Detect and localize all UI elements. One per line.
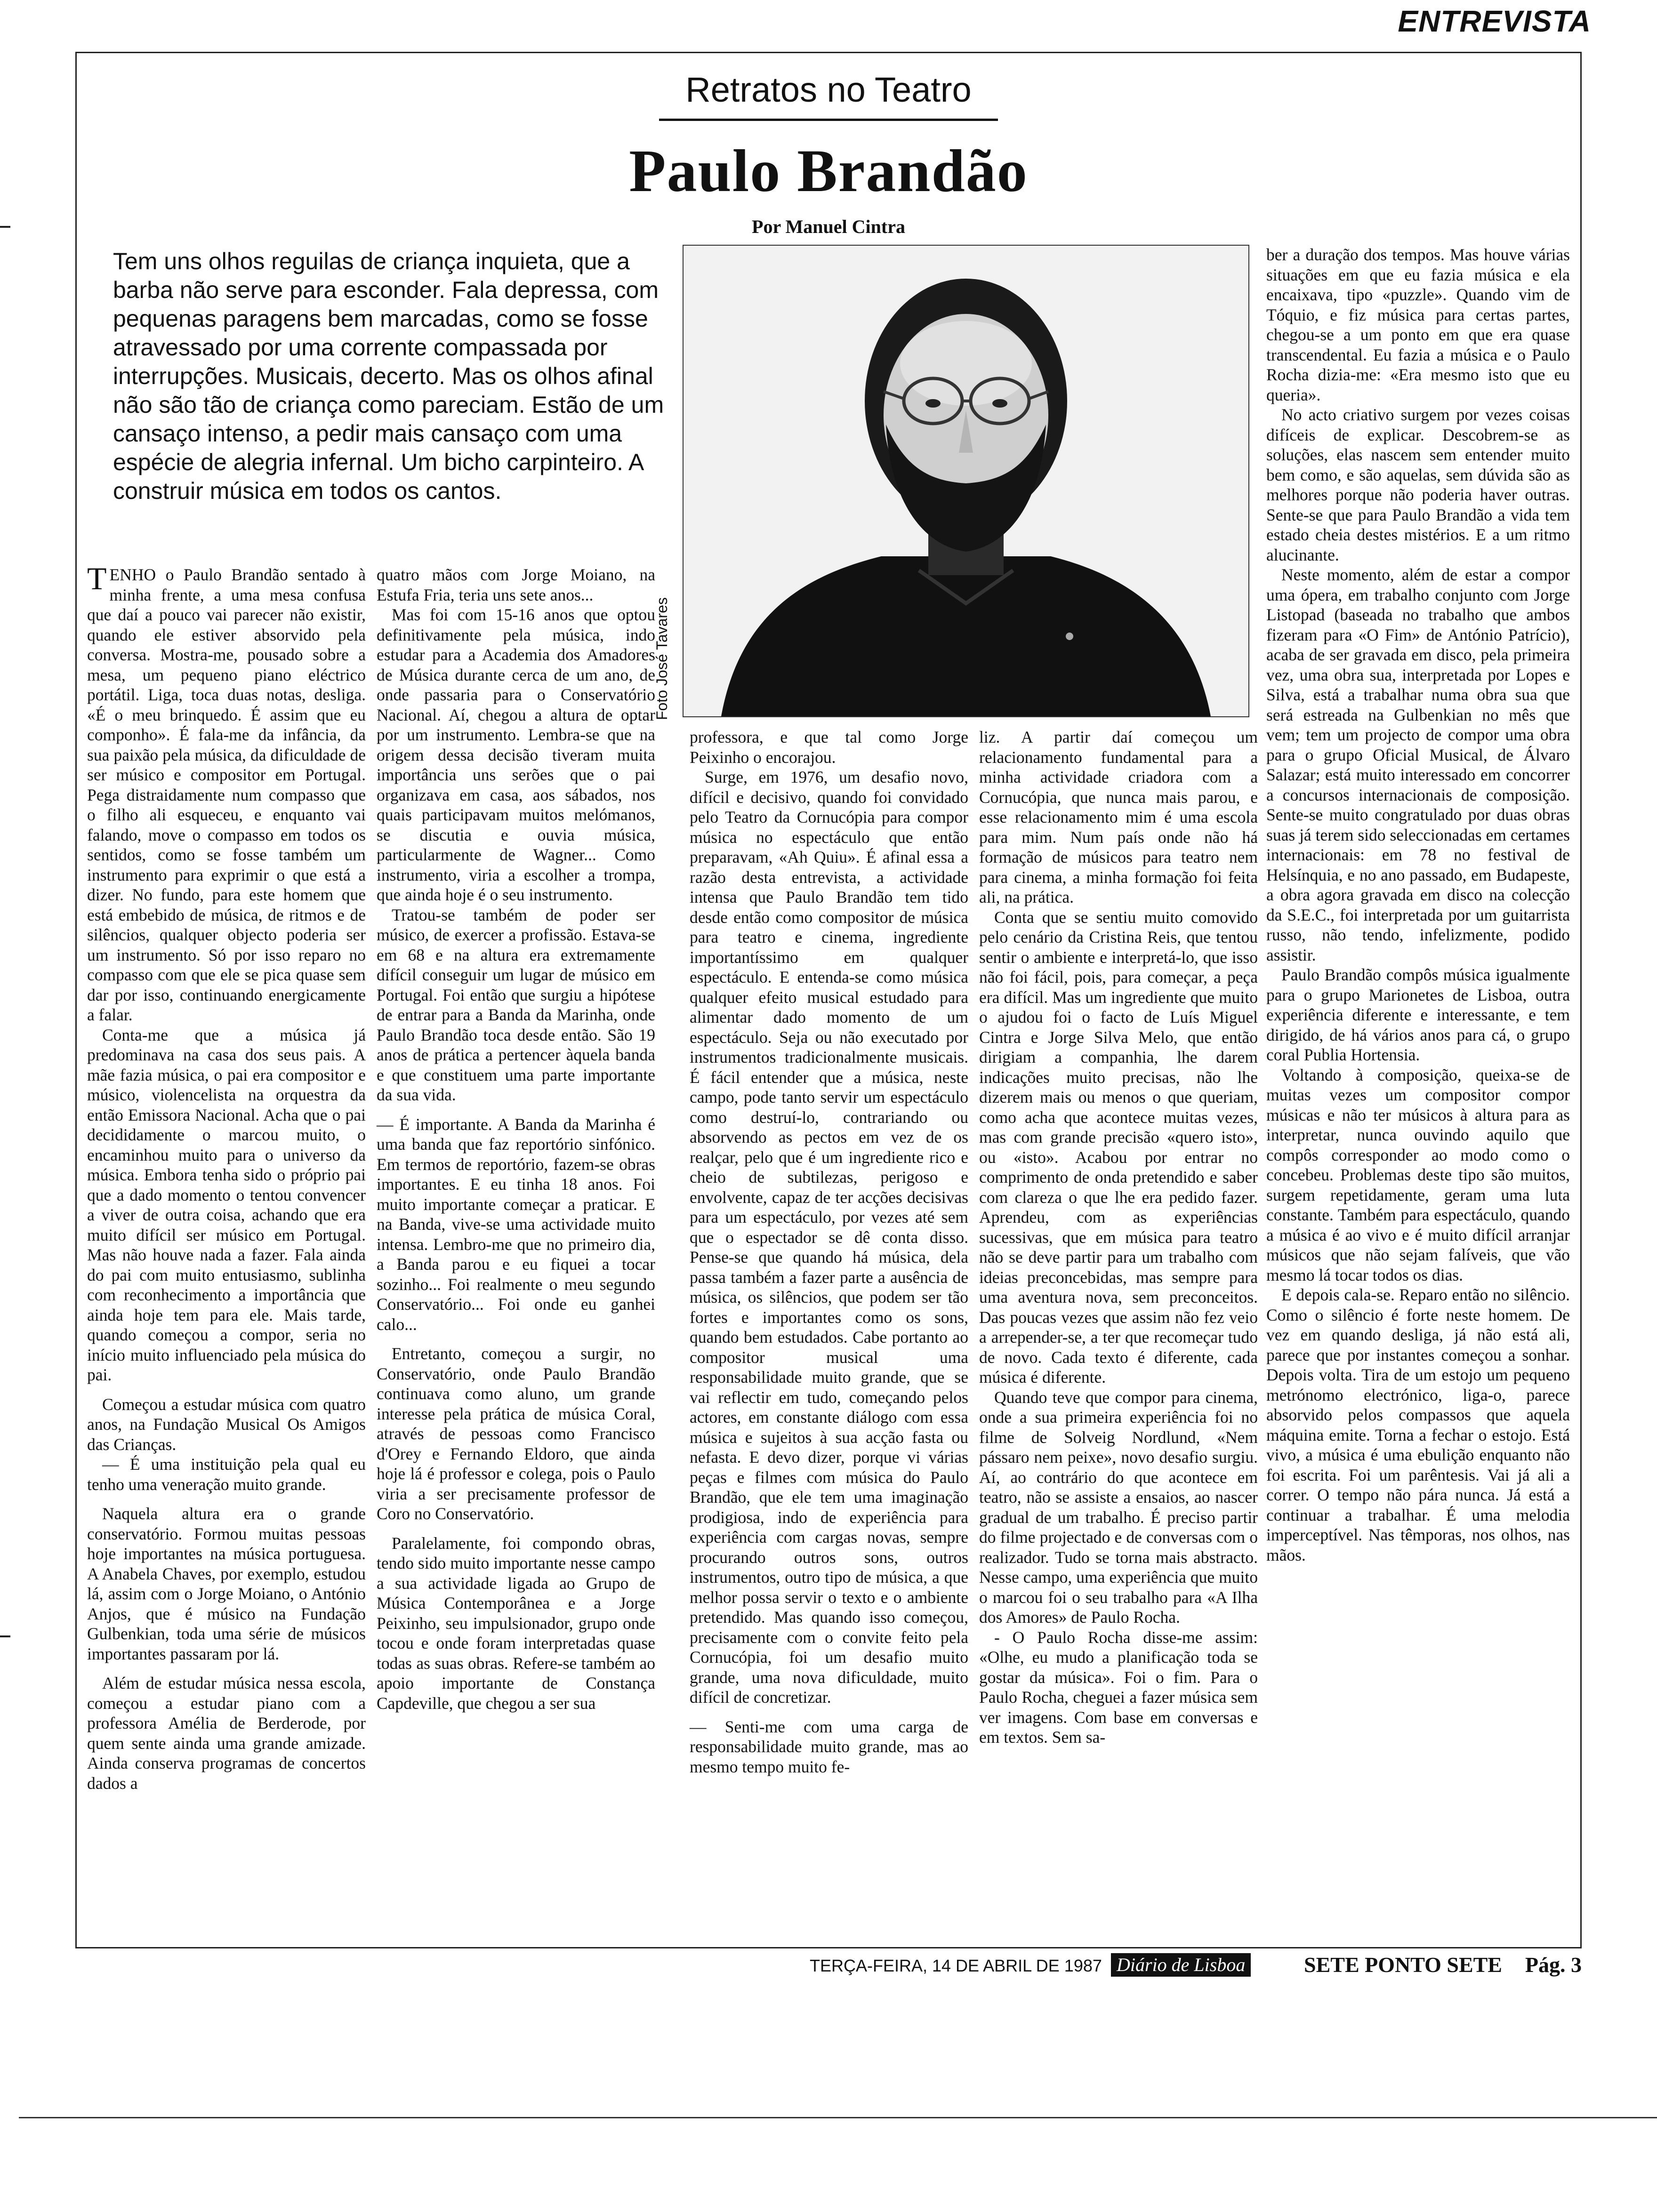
paragraph: ber a duração dos tempos. Mas houve várias situações em que eu fazia música e ela encaixava, tipo «puzzle». Quando vim de Tóquio, e fiz música para certas partes, chegou-se a um ponto em que era quase transcendental. Eu fazia a música e o Paulo Rocha dizia-me: «Era mesmo isto que eu queria». <box>1266 245 1570 404</box>
text-column-5 <box>1266 245 1570 1565</box>
scan-bottom-rule <box>19 2117 1657 2118</box>
footer-date: TERÇA-FEIRA, 14 DE ABRIL DE 1987 <box>810 1956 1102 1975</box>
text-column-2 <box>377 565 655 1713</box>
paragraph: Conta que se sentiu muito comovido pelo cenário da Cristina Reis, que tentou sentir o ambiente e interpretá-lo, que isso não foi fácil, pois, para começar, a peça era difícil. Mas um ingrediente que muito o ajudou foi o facto de Luís Miguel Cintra e Jorge Silva Melo, que então dirigiam a companhia, lhe darem indicações muito precisas, não lhe dizerem mais ou menos o que queriam, como acha que acontece muitas vezes, mas com grande precisão «quero isto», ou «isto». Acabou por entrar no comprimento de onda pretendido e saber com clareza o que lhe era pedido fazer. Aprendeu, com as experiências sucessivas, que em música para teatro não se deve partir para um trabalho com ideias preconcebidas, mas sempre para uma aventura nova, sem preconceitos. Das poucas vezes que assim não fez veio a arrepender-se, a ter que recomeçar tudo de novo. Cada texto é diferente, cada música é diferente. <box>979 907 1258 1387</box>
paragraph: Neste momento, além de estar a compor uma ópera, em trabalho conjunto com Jorge Listopad (baseada no trabalho que ambos fizeram para «O Fim» de António Patrício), acaba de ser gravada em disco, pela primeira vez, uma obra sua, interpretada por Lopes e Silva, está a trabalhar numa obra sua que será estreada na Gulbenkian no mês que vem; tem um projecto de compor uma obra para o grupo Oficial Musical, de Álvaro Salazar; está muito interessado em concorrer a concursos internacionais de composição. Sente-se muito congratulado por duas obras suas já terem sido seleccionadas em certames internacionais: em 78 no festival de Helsínquia, e no ano passado, em Budapeste, a obra agora gravada em disco na colecção da S.E.C., foi interpretada por um guitarrista russo, não tendo, infelizmente, podido assistir. <box>1266 565 1570 964</box>
paragraph: — É uma instituição pela qual eu tenho uma veneração muito grande. <box>87 1455 366 1494</box>
text-column-3 <box>690 727 968 1777</box>
text-column-1 <box>87 561 366 1793</box>
scan-margin-mark <box>0 1635 10 1637</box>
headline: Paulo Brandão <box>629 137 1028 204</box>
paragraph: Quando teve que compor para cinema, onde a sua primeira experiência foi no filme de Solveig Nordlund, «Nem pássaro nem peixe», novo desafio surgiu. Aí, ao contrário do que acontece em teatro, não se assiste a ensaios, ao nascer gradual de um trabalho. É preciso partir do filme projectado e de conversas com o realizador. Tudo se torna mais abstracto. Nesse campo, uma experiência que muito o marcou foi o seu trabalho para «A Ilha dos Amores» de Paulo Rocha. <box>979 1387 1258 1627</box>
kicker: Retratos no Teatro <box>685 70 972 109</box>
paragraph: - O Paulo Rocha disse-me assim: «Olhe, eu mudo a planificação toda se gostar da música». Foi o fim. Para o Paulo Rocha, cheguei a fazer música sem ver imagens. Com base em conversas e em textos. Sem sa- <box>979 1627 1258 1747</box>
paragraph: E depois cala-se. Reparo então no silêncio. Como o silêncio é forte neste homem. De vez em quando desliga, já não está ali, parece que por instantes começou a sonhar. Depois volta. Tira de um estojo um pequeno metrónomo electrónico, liga-o, parece absorvido pelos compassos que aquela máquina emite. Torna a fechar o estojo. Está vivo, a música é uma ebulição enquanto não foi escrita. Foi um parêntesis. Vai já ali a correr. O tempo não pára nunca. Já está a continuar a trabalhar. É uma melodia imperceptível. Nas têmporas, nos olhos, nas mãos. <box>1266 1285 1570 1564</box>
paragraph: — É importante. A Banda da Marinha é uma banda que faz reportório sinfónico. Em termos de reportório, fazem-se obras importantes. E eu tinha 18 anos. Foi muito importante começar a praticar. E na Banda, vive-se uma actividade muito intensa. Lembro-me que no primeiro dia, a Banda parou e eu fiquei a tocar sozinho... Foi realmente o meu segundo Conservatório... Foi onde eu ganhei calo... <box>377 1114 655 1334</box>
paragraph: Conta-me que a música já predominava na casa dos seus pais. A mãe fazia música, o pai era compositor e músico, violencelista na orquestra da então Emissora Nacional. Acha que o pai decididamente o marcou muito, o encaminhou muito para o universo da música. Embora tenha sido o próprio pai que a dado momento o tentou convencer a viver de outra coisa, achando que era muito difícil ser músico em Portugal. Mas não houve nada a fazer. Fala ainda do pai com muito entusiasmo, sublinha com reconhecimento a importância que ainda hoje tem para ele. Mais tarde, quando começou a compor, seria no início muito influenciado pela música do pai. <box>87 1025 366 1384</box>
kicker-rule <box>659 119 998 121</box>
paragraph: liz. A partir daí começou um relacionamento fundamental para a minha actividade criadora com a Cornucópia, que nunca mais parou, e esse relacionamento mim é uma escola para mim. Num país onde não há formação de músicos para teatro nem para cinema, a minha formação foi feita ali, na prática. <box>979 728 1258 906</box>
text-column-4 <box>979 727 1258 1747</box>
scan-margin-mark <box>0 226 10 228</box>
paragraph: quatro mãos com Jorge Moiano, na Estufa Fria, teria uns sete anos... <box>377 565 655 604</box>
page-footer <box>791 1952 1591 1980</box>
paragraph: Entretanto, começou a surgir, no Conservatório, onde Paulo Brandão continuava como aluno, um grande interesse pela prática de música Coral, através de pessoas como Francisco d'Orey e Fernando Eldoro, que ainda hoje lá é professor e colega, pois o Paulo viria a ser precisamente professor de Coro no Conservatório. <box>377 1344 655 1523</box>
byline: Por Manuel Cintra <box>752 216 905 237</box>
page-number: Pág. 3 <box>1525 1953 1582 1977</box>
paragraph: Surge, em 1976, um desafio novo, difícil e decisivo, quando foi convidado pelo Teatro da Cornucópia para compor música no espectáculo que então preparavam, «Ah Quiu». É afinal essa a razão desta entrevista, a actividade intensa que Paulo Brandão tem tido desde então como compositor de música para teatro e cinema, ingrediente importantíssimo em qualquer espectáculo. E entenda-se como música qualquer efeito musical estudado para alimentar dado momento de um espectáculo. Seja ou não executado por instrumentos tradicionalmente musicais. É fácil entender que a música, neste campo, pode tanto servir um espectáculo como destruí-lo, contrariando ou absorvendo as pectos em vez de os realçar, pelo que é um ingrediente rico e cheio de subtilezas, perigoso e envolvente, capaz de ter acções decisivas para um espectáculo, por vezes até sem que o espectador se dê conta disso. Pense-se que quando há música, dela passa também a fazer parte a ausência de música, os silêncios, que podem ser tão fortes e importantes como os sons, quando bem estudados. Cabe portanto ao compositor musical uma responsabilidade muito grande, que se vai reflectir em tudo, começando pelos actores, em constante diálogo com essa música e sujeitos à sua acção fasta ou nefasta. E devo dizer, porque vi várias peças e filmes com música do Paulo Brandão, que ele tem uma imaginação prodigiosa, indo de experiência para experiência com cargas novas, sempre procurando outros sons, outros instrumentos, outro tipo de música, a que melhor possa servir o texto e o ambiente pretendido. Mas quando isso começou, precisamente com o convite feito pela Cornucópia, foi um desafio muito grande, uma nova dificuldade, muito difícil de concretizar. <box>690 768 968 1707</box>
supplement-name: SETE PONTO SETE <box>1304 1953 1502 1977</box>
paragraph: Tratou-se também de poder ser músico, de exercer a profissão. Estava-se em 68 e na altura era extremamente difícil conseguir um lugar de músico em Portugal. Foi então que surgiu a hipótese de entrar para a Banda da Marinha, onde Paulo Brandão toca desde então. São 19 anos de prática a pertencer àquela banda e que constituem uma parte importante da sua vida. <box>377 905 655 1104</box>
paragraph: Voltando à composição, queixa-se de muitas vezes um compositor compor músicas e não ter músicos à altura para as interpretar, nunca ouvindo aquilo que compôs corresponder ao modo como o concebeu. Problemas deste tipo são muitos, surgem repetidamente, geram uma luta constante. Também para espectáculo, quando a música é ao vivo e é muito difícil arranjar músicos que não sejam falíveis, que vão mesmo lá tocar todos os dias. <box>1266 1065 1570 1284</box>
section-tag: ENTREVISTA <box>1398 4 1591 38</box>
drop-cap: T <box>87 561 107 596</box>
paragraph: Paulo Brandão compôs música igualmente para o grupo Marionetes de Lisboa, outra experiência diferente e interessante, e tem dirigido, de há vários anos para cá, o grupo coral Publia Hortensia. <box>1266 965 1570 1064</box>
paragraph: Mas foi com 15-16 anos que optou definitivamente pela música, indo estudar para a Academia dos Amadores de Música durante cerca de um ano, de onde passaria para o Conservatório Nacional. Aí, chegou a altura de optar por um instrumento. Lembra-se que na origem dessa decisão tiveram muita importância uns serões que o pai organizava em casa, aos sábados, nos quais participavam muitos melómanos, se discutia e ouvia música, particularmente de Wagner... Como instrumento, viria a escolher a trompa, que ainda hoje é o seu instrumento. <box>377 605 655 904</box>
photo-credit: Foto José Tavares <box>653 597 670 720</box>
paragraph: TENHO o Paulo Brandão sentado à minha frente, a uma mesa confusa que daí a pouco vai parecer não existir, quando ele estiver absorvido pela conversa. Mostra-me, pousado sobre a mesa, um pequeno piano eléctrico portátil. Liga, toca duas notas, desliga. «É o meu brinquedo. É assim que eu componho». É fala-me da infância, da sua paixão pela música, da dificuldade de ser músico e compositor em Portugal. Pega distraidamente num compasso que o filho ali esqueceu, e enquanto vai falando, move o compasso em todos os sentidos, como se fosse também um instrumento para exprimir o que está a dizer. No fundo, para este homem que está embebido de música, de ritmos e de silêncios, qualquer objecto poderia ser um instrumento. Só por isso reparo no compasso com que ele se pica quase sem dar por isso, continuando energicamente a falar. <box>87 561 366 1024</box>
paragraph: Além de estudar música nessa escola, começou a estudar piano com a professora Amélia de Berderode, por quem sente ainda uma grande amizade. Ainda conserva programas de concertos dados a <box>87 1674 366 1793</box>
newspaper-logo: Diário de Lisboa <box>1111 1953 1251 1977</box>
paragraph: — Senti-me com uma carga de responsabilidade muito grande, mas ao mesmo tempo muito fe- <box>690 1717 968 1776</box>
paragraph: professora, e que tal como Jorge Peixinho o encorajou. <box>690 728 968 767</box>
portrait-photo <box>683 245 1249 717</box>
paragraph: No acto criativo surgem por vezes coisas difíceis de explicar. Descobrem-se as soluções, elas nascem sem entender muito bem como, e são aquelas, sem dúvida são as melhores porque não poderia haver outras. Sente-se que para Paulo Brandão a vida tem estado cheia destes mistérios. E a um ritmo alucinante. <box>1266 405 1570 564</box>
paragraph: Naquela altura era o grande conservatório. Formou muitas pessoas hoje importantes na música portuguesa. A Anabela Chaves, por exemplo, estudou lá, assim com o Jorge Moiano, o António Anjos, que é músico na Fundação Gulbenkian, toda uma série de músicos importantes passaram por lá. <box>87 1504 366 1663</box>
paragraph: Começou a estudar música com quatro anos, na Fundação Musical Os Amigos das Crianças. <box>87 1395 366 1454</box>
lead-paragraph: Tem uns olhos reguilas de criança inquieta, que a barba não serve para esconder. Fala depressa, com pequenas paragens bem marcadas, como se fosse atravessado por uma corrente compassada por interrupções. Musicais, decerto. Mas os olhos afinal não são tão de criança como pareciam. Estão de um cansaço intenso, a pedir mais cansaço com uma espécie de alegria infernal. Um bicho carpinteiro. A construir música em todos os cantos. <box>113 248 664 504</box>
paragraph: Paralelamente, foi compondo obras, tendo sido muito importante nesse campo a sua actividade ligada ao Grupo de Música Contemporânea e a Jorge Peixinho, seu impulsionador, grupo onde tocou e onde foram interpretadas quase todas as suas obras. Refere-se também ao apoio importante de Constança Capdeville, que chegou a ser sua <box>377 1533 655 1713</box>
